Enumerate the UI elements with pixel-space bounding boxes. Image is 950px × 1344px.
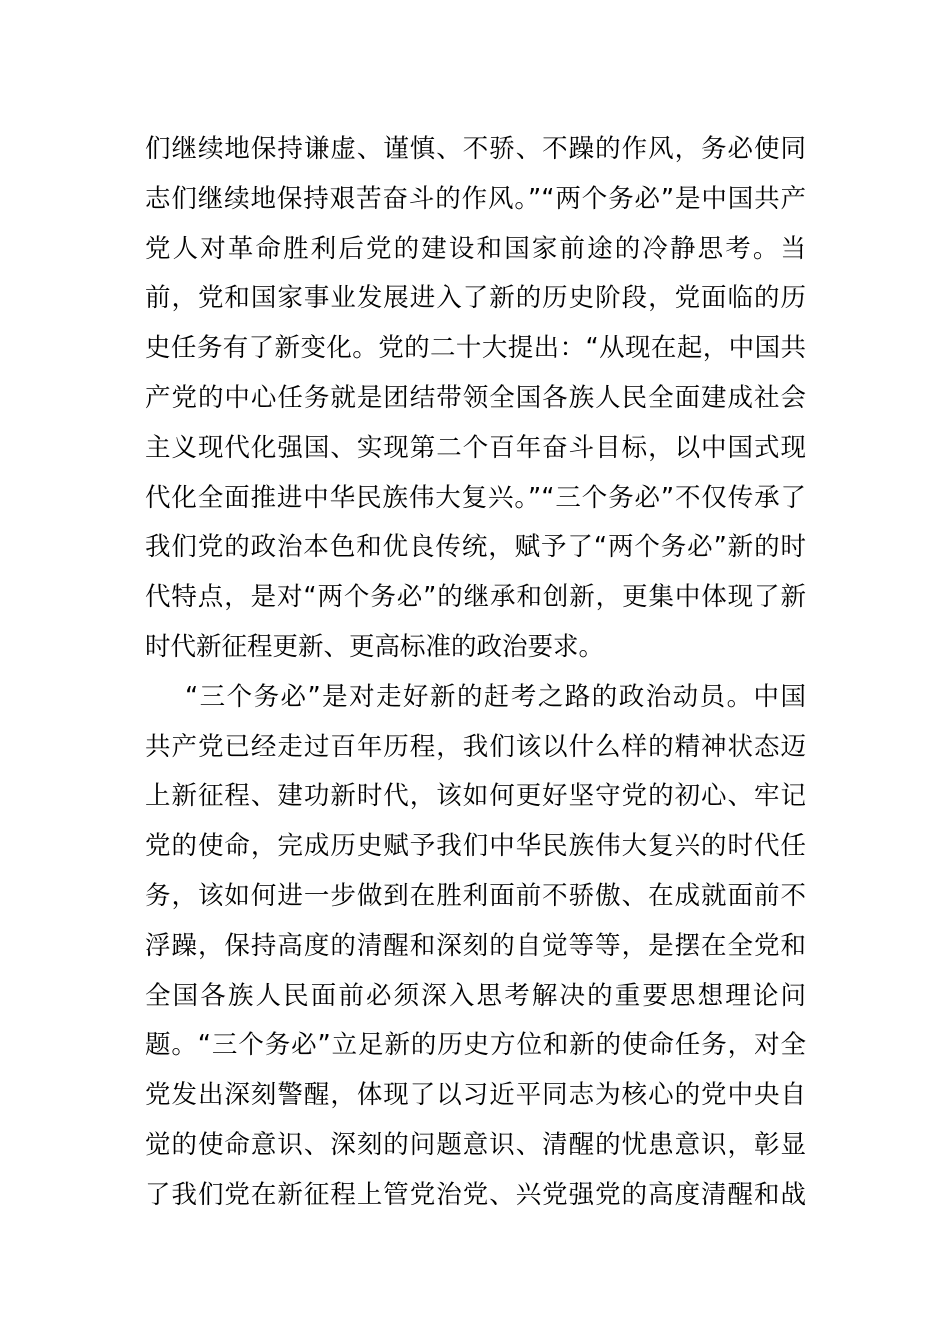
paragraph-2	[145, 673, 806, 1221]
text-line: 务，该如何进一步做到在胜利面前不骄傲、在成就面前不	[145, 880, 806, 911]
text-line: 了我们党在新征程上管党治党、兴党强党的高度清醒和战	[145, 1179, 806, 1210]
text-line: 代特点，是对“两个务必”的继承和创新，更集中体现了新	[145, 582, 806, 613]
paragraph-1	[145, 125, 806, 673]
text-line: 代化全面推进中华民族伟大复兴。”“三个务必”不仅传承了	[145, 482, 806, 513]
text-line: 史任务有了新变化。党的二十大提出：“从现在起，中国共	[145, 333, 806, 364]
text-line-paragraph-end: 时代新征程更新、更高标准的政治要求。	[145, 631, 605, 662]
text-line: 上新征程、建功新时代，该如何更好坚守党的初心、牢记	[145, 781, 806, 812]
text-line: 全国各族人民面前必须深入思考解决的重要思想理论问	[145, 980, 806, 1011]
text-line: 产党的中心任务就是团结带领全国各族人民全面建成社会	[145, 382, 806, 413]
text-line: 共产党已经走过百年历程，我们该以什么样的精神状态迈	[145, 731, 806, 762]
text-line: 主义现代化强国、实现第二个百年奋斗目标，以中国式现	[145, 432, 806, 463]
text-line: 题。“三个务必”立足新的历史方位和新的使命任务，对全	[145, 1030, 806, 1061]
text-line-paragraph-start: “三个务必”是对走好新的赶考之路的政治动员。中国	[185, 681, 806, 712]
text-line: 党人对革命胜利后党的建设和国家前途的冷静思考。当	[145, 233, 806, 264]
text-line: 党的使命，完成历史赋予我们中华民族伟大复兴的时代任	[145, 831, 806, 862]
text-line: 党发出深刻警醒，体现了以习近平同志为核心的党中央自	[145, 1080, 806, 1111]
text-line: 们继续地保持谦虚、谨慎、不骄、不躁的作风，务必使同	[145, 134, 806, 164]
text-line: 浮躁，保持高度的清醒和深刻的自觉等等，是摆在全党和	[145, 930, 806, 961]
body-text	[145, 125, 806, 1221]
text-line: 前，党和国家事业发展进入了新的历史阶段，党面临的历	[145, 283, 806, 314]
text-line: 志们继续地保持艰苦奋斗的作风。”“两个务必”是中国共产	[145, 183, 806, 214]
text-line: 我们党的政治本色和优良传统，赋予了“两个务必”新的时	[145, 532, 806, 563]
text-line: 觉的使命意识、深刻的问题意识、清醒的忧患意识，彰显	[145, 1129, 806, 1160]
